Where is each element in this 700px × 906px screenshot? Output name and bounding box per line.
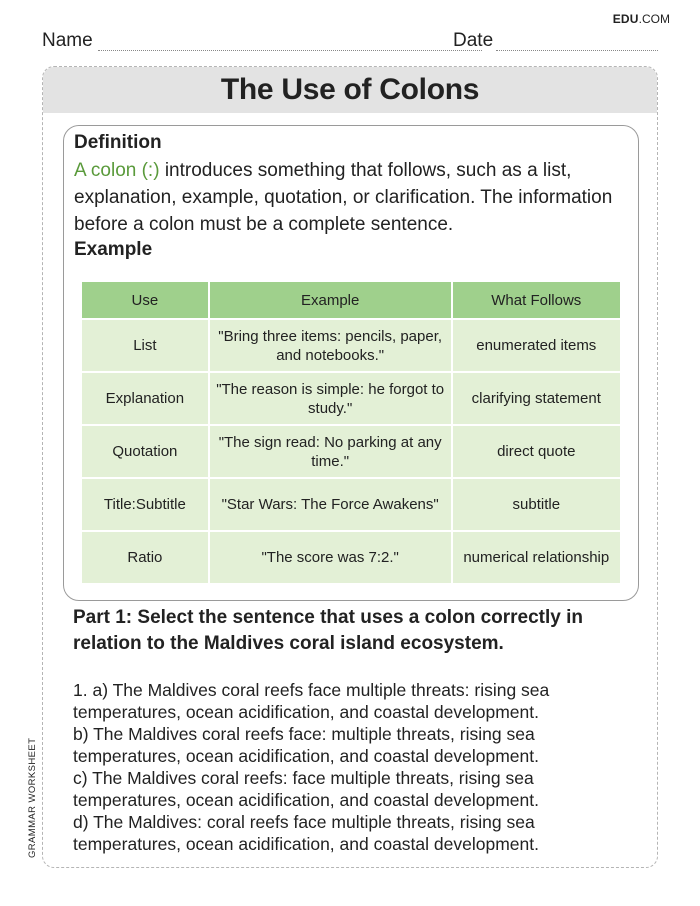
- brand-logo-suffix: .COM: [638, 12, 670, 26]
- cell-use: List: [81, 319, 209, 372]
- name-line: [98, 50, 482, 51]
- cell-example: "The sign read: No parking at any time.": [209, 425, 452, 478]
- option-d[interactable]: d) The Maldives: coral reefs face multiple threats, rising sea temperatures, ocean acidification, and coastal development.: [73, 812, 539, 854]
- cell-example: "Bring three items: pencils, paper, and notebooks.": [209, 319, 452, 372]
- cell-example: "Star Wars: The Force Awakens": [209, 478, 452, 531]
- definition-box: [63, 125, 639, 601]
- cell-example: "The reason is simple: he forgot to study.": [209, 372, 452, 425]
- cell-follows: clarifying statement: [452, 372, 621, 425]
- brand-logo-bold: EDU: [612, 12, 639, 26]
- table-row: [81, 372, 621, 425]
- cell-use: Explanation: [81, 372, 209, 425]
- header-example: Example: [209, 281, 452, 319]
- cell-example: "The score was 7:2.": [209, 531, 452, 584]
- brand-logo: [613, 12, 670, 26]
- definition-body: introduces something that follows, such as a list, explanation, example, quotation, or clarification. The information before a colon must be a complete sentence.: [74, 160, 613, 235]
- definition-term: A colon (:): [74, 160, 160, 181]
- cell-follows: enumerated items: [452, 319, 621, 372]
- table-header-row: [81, 281, 621, 319]
- cell-use: Ratio: [81, 531, 209, 584]
- cell-use: Quotation: [81, 425, 209, 478]
- option-c[interactable]: c) The Maldives coral reefs: face multiple threats, rising sea temperatures, ocean acidification, and coastal development.: [73, 768, 539, 810]
- table-row: [81, 531, 621, 584]
- side-label: GRAMMAR WORKSHEET: [27, 737, 38, 858]
- table-row: [81, 319, 621, 372]
- cell-follows: subtitle: [452, 478, 621, 531]
- option-b[interactable]: b) The Maldives coral reefs face: multiple threats, rising sea temperatures, ocean acidification, and coastal development.: [73, 724, 539, 766]
- table-row: [81, 478, 621, 531]
- title-band: [43, 67, 657, 113]
- example-heading: Example: [74, 239, 153, 260]
- question-options: [73, 679, 633, 855]
- worksheet: [42, 66, 658, 868]
- header-what-follows: What Follows: [452, 281, 621, 319]
- cell-follows: direct quote: [452, 425, 621, 478]
- option-a[interactable]: 1. a) The Maldives coral reefs face multiple threats: rising sea temperatures, ocean acidification, and coastal development.: [73, 680, 550, 722]
- date-line: [496, 50, 658, 51]
- table-row: [81, 425, 621, 478]
- date-label: Date: [453, 30, 494, 51]
- name-label: Name: [42, 30, 93, 51]
- definition-text: [74, 157, 630, 238]
- cell-use: Title:Subtitle: [81, 478, 209, 531]
- header-use: Use: [81, 281, 209, 319]
- cell-follows: numerical relationship: [452, 531, 621, 584]
- name-date-header: [42, 30, 658, 54]
- page-title: The Use of Colons: [220, 73, 480, 106]
- part1-instruction: Part 1: Select the sentence that uses a colon correctly in relation to the Maldives coral island ecosystem.: [73, 607, 584, 654]
- colon-usage-table: [80, 280, 622, 585]
- definition-heading: Definition: [74, 132, 162, 153]
